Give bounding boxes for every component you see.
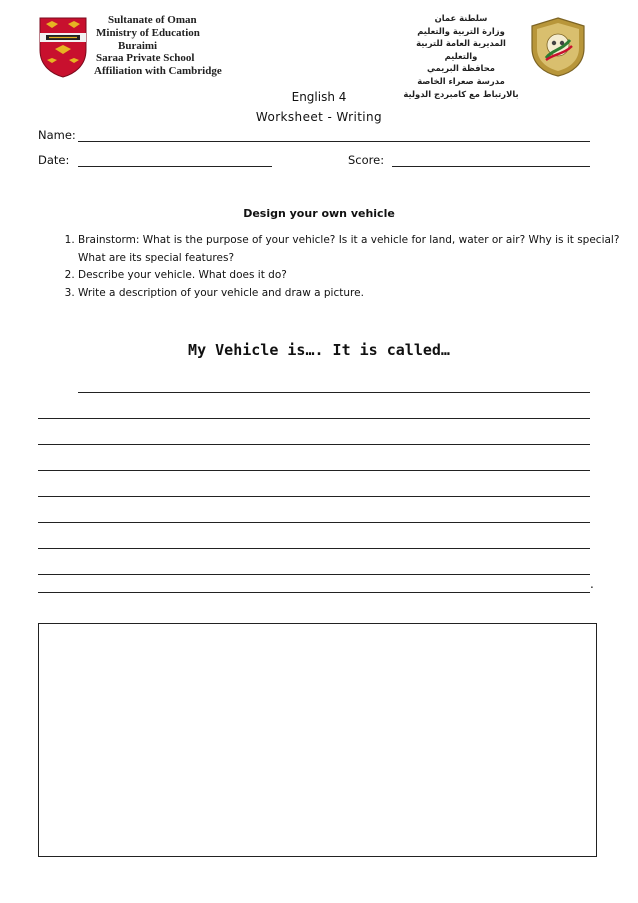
name-field-line[interactable] [78, 141, 590, 142]
writing-line[interactable] [38, 470, 590, 471]
school-line-ar: مدرسة صعراء الخاصة [417, 75, 505, 86]
school-name-arabic [400, 12, 522, 100]
drawing-box[interactable] [38, 623, 597, 857]
course-title: English 4 [291, 90, 347, 104]
school-line: Buraimi [118, 39, 158, 52]
school-line-ar: سلطنة عمان [434, 13, 488, 23]
task-heading: Design your own vehicle [243, 207, 395, 220]
school-line-ar: وزارة التربية والتعليم [417, 25, 505, 36]
writing-line[interactable] [38, 592, 590, 593]
instruction-item: 1. Brainstorm: What is the purpose of your vehicle? Is it a vehicle for land, water or air? Why is it special? What are its special features? [78, 232, 638, 267]
instruction-list [38, 232, 638, 302]
school-line: Sultanate of Oman [108, 14, 197, 26]
instruction-item: 2. Describe your vehicle. What does it do? [78, 267, 638, 285]
writing-line[interactable] [38, 418, 590, 419]
school-line-ar: بالارتباط مع كامبردج الدولية [403, 88, 519, 99]
school-line-ar: المديرية العامة للتربية والتعليم [416, 38, 506, 61]
writing-prompt: My Vehicle is…. It is called… [188, 341, 450, 359]
writing-line[interactable] [38, 574, 590, 575]
school-name-english [94, 14, 234, 78]
writing-line[interactable] [38, 444, 590, 445]
school-line: Affiliation with Cambridge [94, 65, 222, 78]
school-line-ar: محافظة البريمي [427, 63, 495, 74]
score-field-line[interactable] [392, 166, 590, 167]
school-emblem-logo [528, 16, 588, 78]
writing-line[interactable] [38, 548, 590, 549]
date-field-line[interactable] [78, 166, 272, 167]
writing-line[interactable] [38, 496, 590, 497]
writing-line[interactable] [38, 522, 590, 523]
worksheet-title: Worksheet - Writing [255, 110, 383, 124]
date-label: Date: [38, 153, 70, 167]
writing-line[interactable] [78, 392, 590, 393]
instruction-item: 3. Write a description of your vehicle and draw a picture. [78, 285, 638, 303]
school-crest-logo [38, 16, 88, 78]
name-label: Name: [38, 128, 76, 142]
score-label: Score: [348, 153, 385, 167]
school-line: Saraa Private School [96, 52, 195, 65]
school-line: Ministry of Education [96, 26, 200, 39]
end-period: . [590, 577, 594, 591]
